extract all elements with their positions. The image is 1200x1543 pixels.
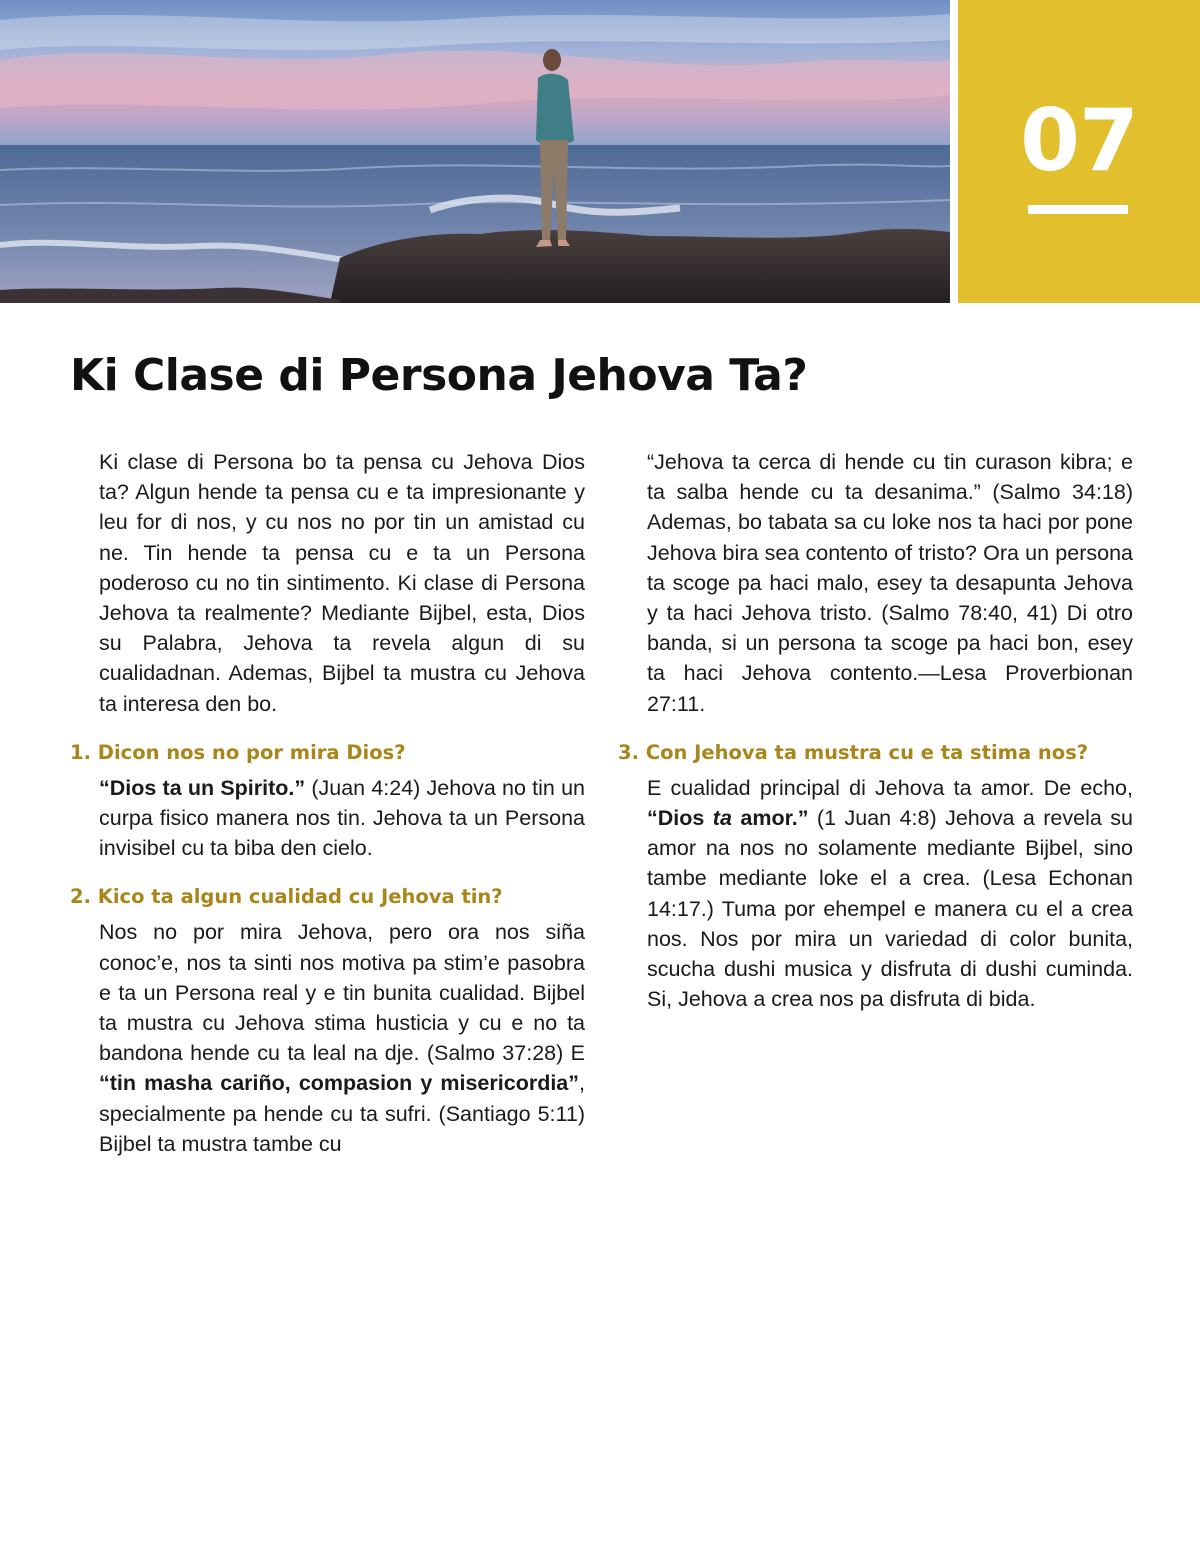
- question-2-text-a: Nos no por mira Jehova, pero ora nos siña conoc’e, nos ta sinti nos motiva pa stim’e pasobra e ta un Persona real y e tin bunita cualidad. Bijbel ta mustra cu Jehova stima husticia y cu e no ta bandona hende cu ta leal na dje. (Salmo 37:28) E: [99, 920, 585, 1066]
- hero-photo: [0, 0, 950, 303]
- lesson-number-badge: [958, 0, 1200, 303]
- quote-italic: ta: [712, 806, 732, 831]
- question-1-answer: [99, 773, 585, 864]
- question-3-answer: [647, 773, 1133, 1015]
- question-3-text-b: (1 Juan 4:8) Jehova a revela su amor na nos no solamente mediante Bijbel, sino tambe mediante loke el a crea. (Lesa Echonan 14:17.) Tuma por ehempel e manera cu el a crea nos. Nos por mira un variedad di color bunita, scucha dushi musica y disfruta di dushi cuminda. Si, Jehova a crea nos pa disfruta di bida.: [647, 806, 1133, 1012]
- question-1-scripture-quote: “Dios ta un Spirito.”: [99, 775, 306, 800]
- right-column: [618, 447, 1133, 1014]
- question-2-text-b: , specialmente pa hende cu ta sufri. (Santiago 5:11) Bijbel ta mustra tambe cu: [99, 1071, 585, 1156]
- seaside-scene-image: [0, 0, 950, 303]
- question-3-heading: 3. Con Jehova ta mustra cu e ta stima nos?: [618, 740, 1089, 764]
- quote-part-b: amor.”: [731, 806, 809, 831]
- left-column: [70, 447, 585, 1159]
- question-2-scripture-quote: “tin masha cariño, compasion y misericordia”: [99, 1071, 580, 1096]
- question-1-heading: 1. Dicon nos no por mira Dios?: [70, 740, 406, 764]
- question-3-scripture-quote: [647, 806, 808, 830]
- lesson-number-underline: [1028, 205, 1128, 214]
- quote-part-a: “Dios: [647, 806, 713, 831]
- question-2-continuation: “Jehova ta cerca di hende cu tin curason kibra; e ta salba hende cu ta desanima.” (Salmo 34:18) Ademas, bo tabata sa cu loke nos ta haci por pone Jehova bira sea contento of tristo? Ora un persona ta scoge pa haci malo, esey ta desapunta Jehova y ta haci Jehova tristo. (Salmo 78:40, 41) Di otro banda, si un persona ta scoge pa haci bon, esey ta haci Jehova contento.—Lesa Proverbionan 27:11.: [647, 450, 1133, 716]
- question-2-answer: [99, 917, 585, 1159]
- question-1-text: (Juan 4:24) Jehova no tin un curpa fisico manera nos tin. Jehova ta un Persona invisibel cu ta biba den cielo.: [99, 775, 585, 861]
- intro-paragraph: Ki clase di Persona bo ta pensa cu Jehova Dios ta? Algun hende ta pensa cu e ta impresionante y leu for di nos, y cu nos no por tin un amistad cu ne. Tin hende ta pensa cu e ta un Persona poderoso cu no tin sintimento. Ki clase di Persona Jehova ta realmente? Mediante Bijbel, esta, Dios su Palabra, Jehova ta revela algun di su cualidadnan. Ademas, Bijbel ta mustra cu Jehova ta interesa den bo.: [99, 450, 585, 716]
- lesson-number: 07: [1020, 91, 1138, 191]
- page-title: Ki Clase di Persona Jehova Ta?: [70, 350, 808, 401]
- question-3-text-a: E cualidad principal di Jehova ta amor. De echo,: [647, 775, 1133, 800]
- question-2-heading: 2. Kico ta algun cualidad cu Jehova tin?: [70, 885, 503, 909]
